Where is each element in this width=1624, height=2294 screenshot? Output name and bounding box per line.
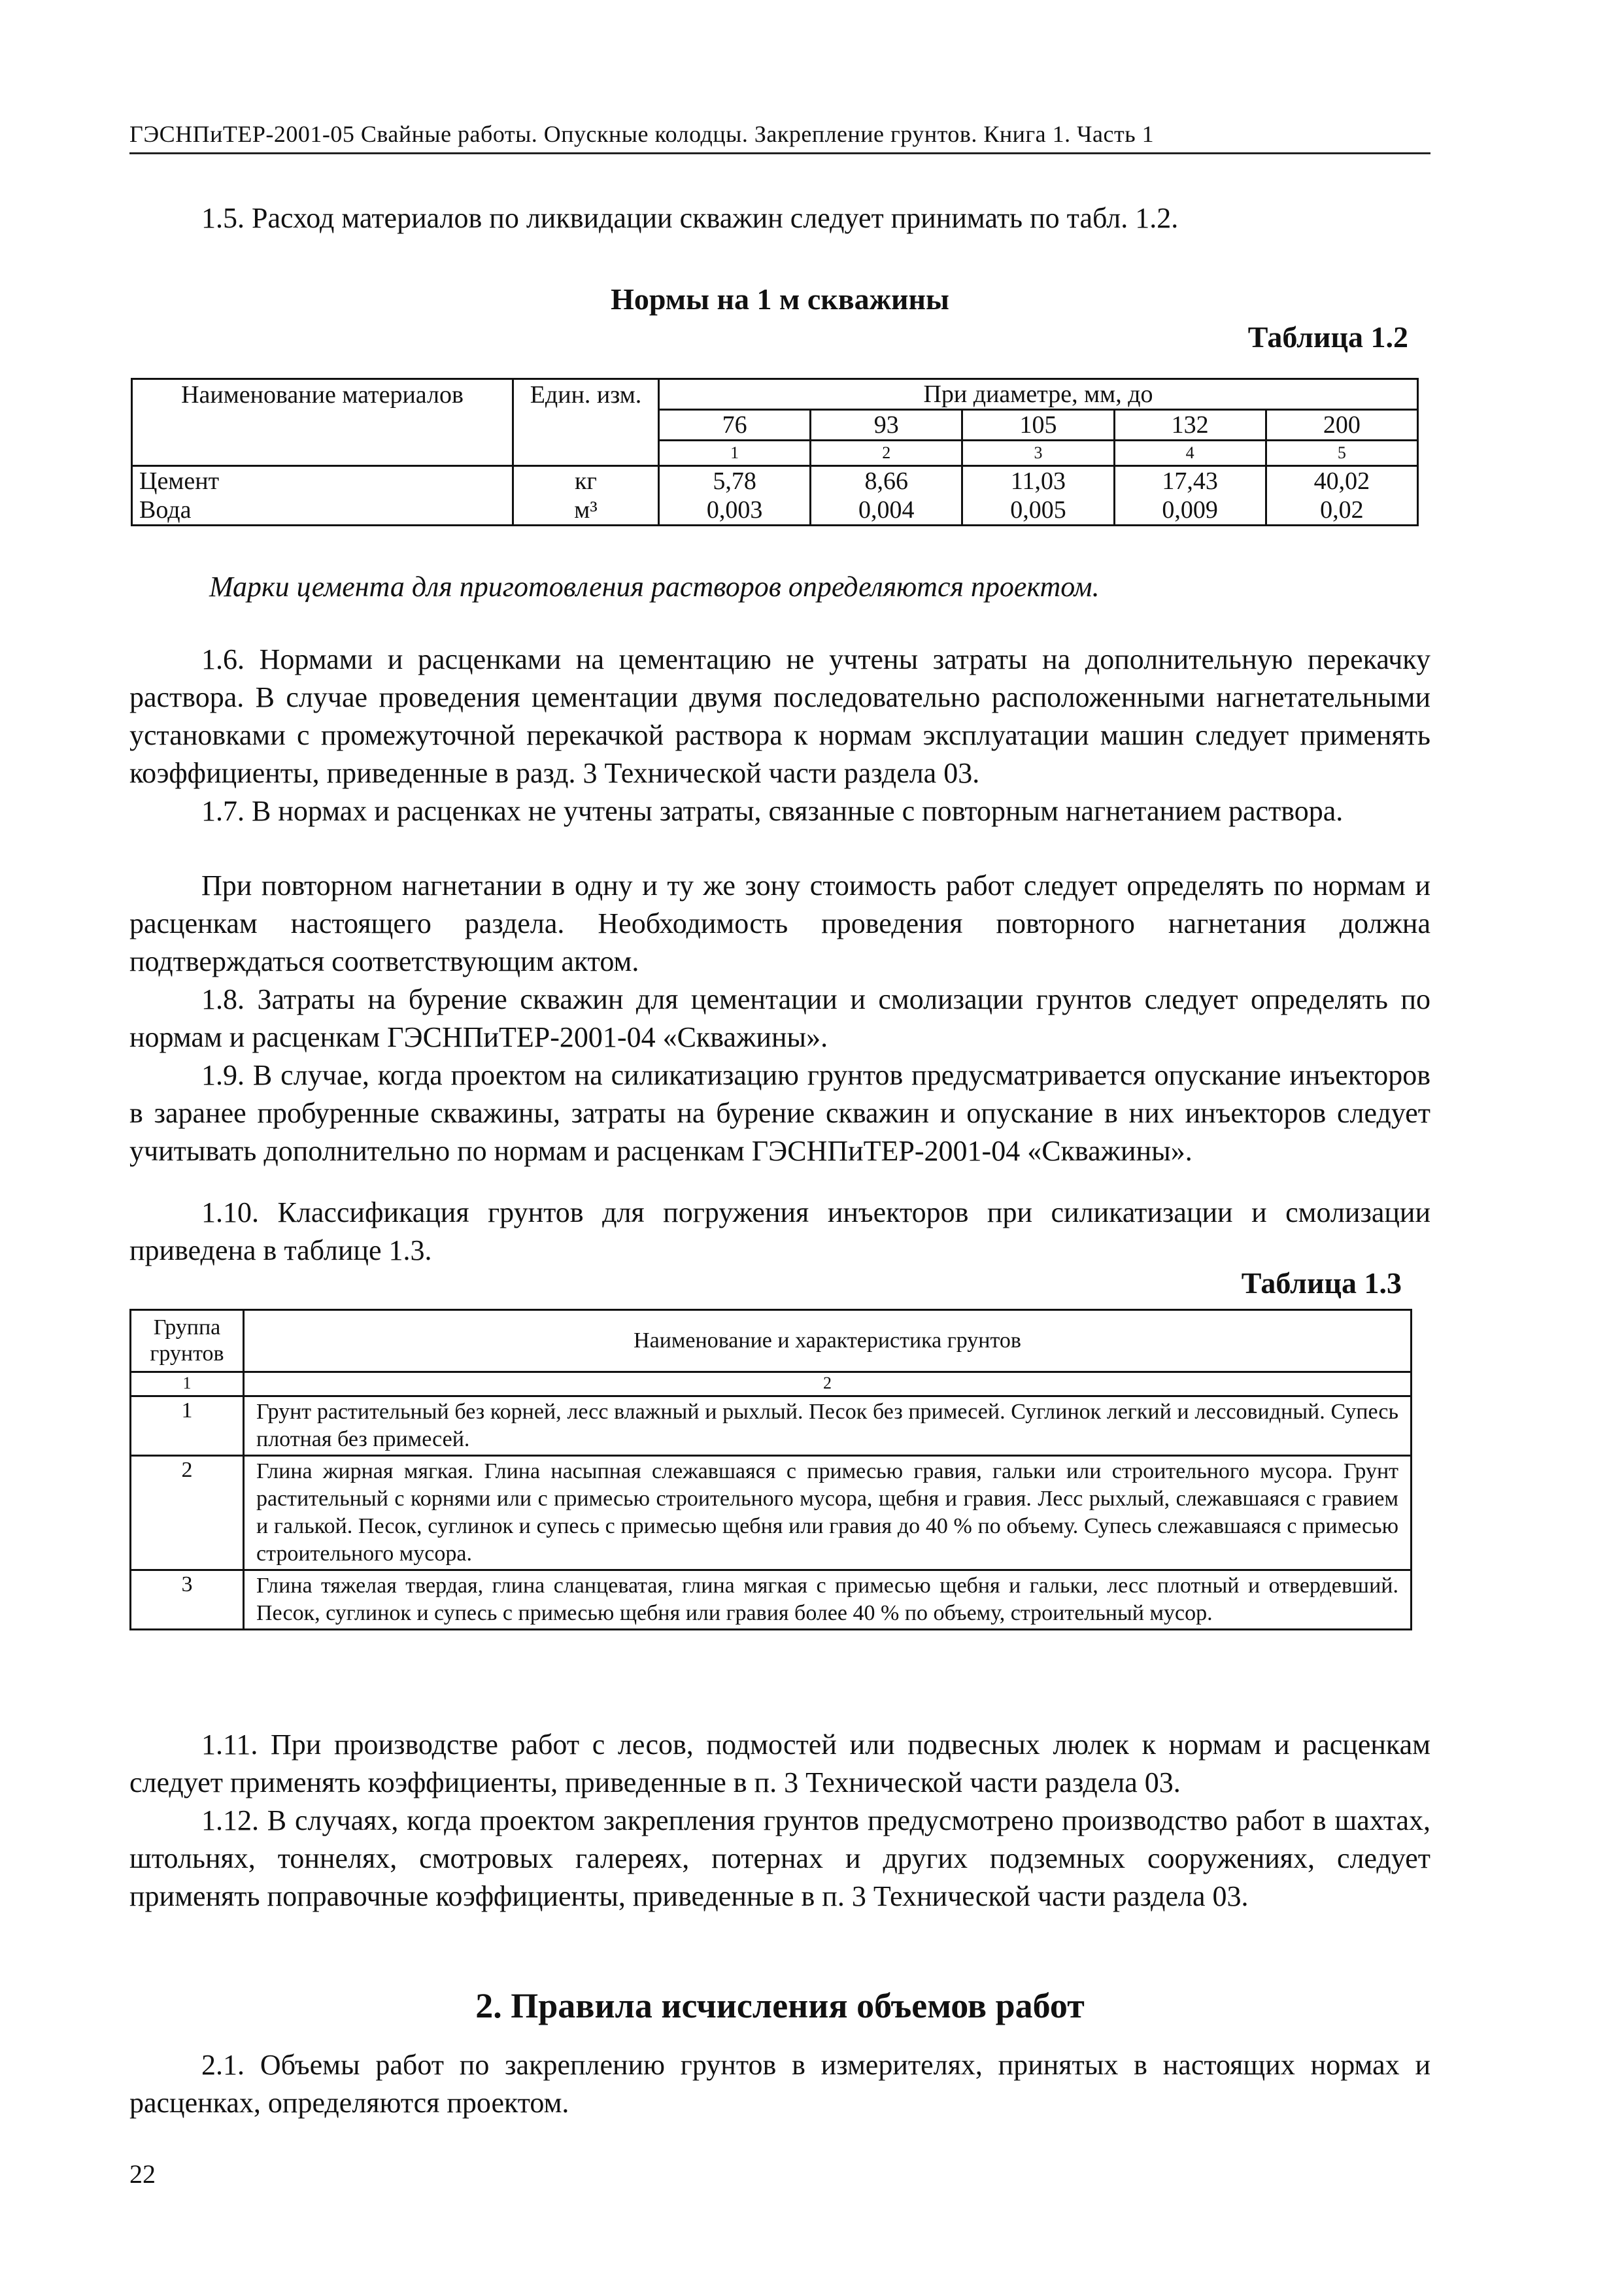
col-header-name: Наименование материалов: [132, 379, 513, 466]
row-group: 3: [131, 1570, 244, 1630]
row-value: 0,003: [659, 496, 811, 526]
paragraph-1-12: 1.12. В случаях, когда проектом закрепления грунтов предусмотрено производство работ в шахтах, штольнях, тоннелях, смотровых галереях, потернах и других подземных сооружениях, следует применять поправочные коэффициенты, приведенные в п. 3 Технической части раздела 03.: [129, 1804, 1430, 1912]
diameter-200: 200: [1266, 410, 1417, 441]
col-number: 2: [244, 1372, 1412, 1396]
paragraph-1-8: 1.8. Затраты на бурение скважин для цементации и смолизации грунтов следует определять по нормам и расценкам ГЭСНПиТЕР-2001-04 «Скважины».: [129, 983, 1430, 1053]
table-1-3: [129, 1309, 1412, 1630]
table-1-2-title: Нормы на 1 м скважины: [611, 282, 949, 316]
row-group: 1: [131, 1396, 244, 1456]
row-name: Цемент: [132, 466, 513, 496]
page-number: 22: [129, 2159, 156, 2189]
table-row: [131, 1570, 1412, 1630]
col-number: 2: [811, 441, 962, 466]
col-number: 1: [659, 441, 811, 466]
row-value: 0,009: [1114, 496, 1266, 526]
col-header-group: Группа грунтов: [131, 1310, 244, 1372]
row-name: Вода: [132, 496, 513, 526]
row-unit: кг: [513, 466, 659, 496]
table-1-2-label: Таблица 1.2: [1247, 320, 1408, 354]
table-row: [132, 496, 1418, 526]
row-description: Глина тяжелая твердая, глина сланцеватая, глина мягкая с примесью щебня и гальки, лесс плотный и отвердевший. Песок, суглинок и супесь с примесью щебня или гравия более 40 % по объему, строительный мусор.: [244, 1570, 1412, 1630]
table-row: [132, 466, 1418, 496]
row-value: 40,02: [1266, 466, 1417, 496]
diameter-105: 105: [962, 410, 1114, 441]
row-value: 0,02: [1266, 496, 1417, 526]
row-value: 17,43: [1114, 466, 1266, 496]
section-2-title: 2. Правила исчисления объемов работ: [475, 1986, 1085, 2025]
row-unit: м³: [513, 496, 659, 526]
table-1-2-note: Марки цемента для приготовления растворов определяются проектом.: [209, 571, 1100, 603]
row-value: 8,66: [811, 466, 962, 496]
row-value: 5,78: [659, 466, 811, 496]
paragraph-1-11: 1.11. При производстве работ с лесов, подмостей или подвесных люлек к нормам и расценкам следует применять коэффициенты, приведенные в п. 3 Технической части раздела 03.: [129, 1729, 1430, 1798]
paragraph-1-7-continued: При повторном нагнетании в одну и ту же зону стоимость работ следует определять по нормам и расценкам настоящего раздела. Необходимость проведения повторного нагнетания должна подтверждаться соответствующим актом.: [129, 869, 1430, 977]
running-header: ГЭСНПиТЕР-2001-05 Свайные работы. Опускные колодцы. Закрепление грунтов. Книга 1. Часть 1: [129, 120, 1430, 154]
row-value: 0,005: [962, 496, 1114, 526]
col-number: 3: [962, 441, 1114, 466]
col-header-description: Наименование и характеристика грунтов: [244, 1310, 1412, 1372]
row-description: Глина жирная мягкая. Глина насыпная слежавшаяся с примесью гравия, гальки или строительного мусора. Грунт растительный с корнями или с примесью строительного мусора, щебня и гравия. Лесс рыхлый, слежавшаяся с гравием и галькой. Песок, суглинок и супесь с примесью щебня или гравия до 40 % по объему. Супесь слежавшаяся с примесью строительного мусора.: [244, 1456, 1412, 1570]
row-description: Грунт растительный без корней, лесс влажный и рыхлый. Песок без примесей. Суглинок легкий и лессовидный. Супесь плотная без примесей.: [244, 1396, 1412, 1456]
paragraph-1-10: 1.10. Классификация грунтов для погружения инъекторов при силикатизации и смолизации приведена в таблице 1.3.: [129, 1196, 1430, 1266]
diameter-132: 132: [1114, 410, 1266, 441]
col-number: 4: [1114, 441, 1266, 466]
col-number: 1: [131, 1372, 244, 1396]
col-number: 5: [1266, 441, 1417, 466]
paragraph-1-5: 1.5. Расход материалов по ликвидации скважин следует принимать по табл. 1.2.: [201, 202, 1179, 234]
paragraph-1-6: 1.6. Нормами и расценками на цементацию не учтены затраты на дополнительную перекачку раствора. В случае проведения цементации двумя последовательно расположенными нагнетательными установками с промежуточной перекачкой раствора к нормам эксплуатации машин следует применять коэффициенты, приведенные в разд. 3 Технической части раздела 03.: [129, 643, 1430, 789]
col-header-diameter: При диаметре, мм, до: [659, 379, 1418, 410]
diameter-93: 93: [811, 410, 962, 441]
paragraph-2-1: 2.1. Объемы работ по закреплению грунтов в измерителях, принятых в настоящих нормах и расценках, определяются проектом.: [129, 2049, 1430, 2119]
paragraph-1-9: 1.9. В случае, когда проектом на силикатизацию грунтов предусматривается опускание инъекторов в заранее пробуренные скважины, затраты на бурение скважин и опускание в них инъекторов следует учитывать дополнительно по нормам и расценкам ГЭСНПиТЕР-2001-04 «Скважины».: [129, 1059, 1430, 1167]
col-header-unit: Един. изм.: [513, 379, 659, 466]
table-row: [131, 1396, 1412, 1456]
row-value: 0,004: [811, 496, 962, 526]
table-row: [131, 1456, 1412, 1570]
paragraph-1-7: 1.7. В нормах и расценках не учтены затраты, связанные с повторным нагнетанием раствора.: [201, 795, 1344, 827]
row-value: 11,03: [962, 466, 1114, 496]
diameter-76: 76: [659, 410, 811, 441]
table-1-2: [131, 378, 1419, 526]
row-group: 2: [131, 1456, 244, 1570]
table-1-3-label: Таблица 1.3: [1241, 1266, 1402, 1300]
